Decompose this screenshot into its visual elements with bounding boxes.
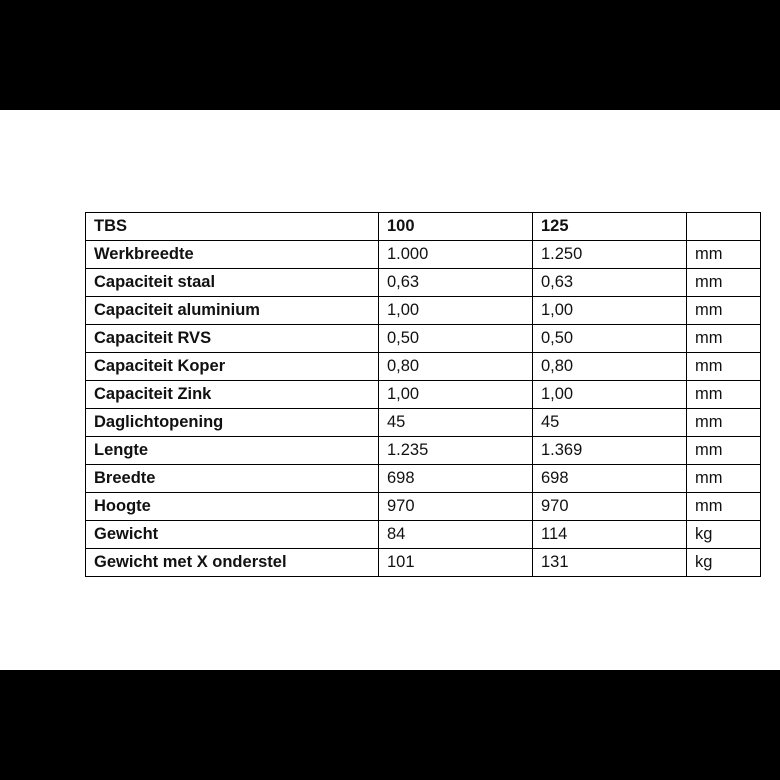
table-row: [86, 325, 761, 353]
row-label: Capaciteit Koper: [86, 353, 379, 381]
table-row: [86, 521, 761, 549]
row-unit: mm: [687, 437, 761, 465]
table-row: [86, 269, 761, 297]
row-value-125: 0,80: [533, 353, 687, 381]
row-value-125: 1,00: [533, 297, 687, 325]
header-cell-model: TBS: [86, 213, 379, 241]
row-value-100: 970: [379, 493, 533, 521]
row-label: Daglichtopening: [86, 409, 379, 437]
row-value-125: 114: [533, 521, 687, 549]
spec-table-body: [86, 213, 761, 577]
row-unit: mm: [687, 241, 761, 269]
table-row: [86, 381, 761, 409]
row-label: Lengte: [86, 437, 379, 465]
row-value-100: 45: [379, 409, 533, 437]
row-unit: mm: [687, 409, 761, 437]
specification-table: [85, 212, 761, 577]
row-value-100: 698: [379, 465, 533, 493]
row-unit: kg: [687, 549, 761, 577]
row-value-100: 0,80: [379, 353, 533, 381]
row-value-125: 0,63: [533, 269, 687, 297]
document-page: [0, 110, 780, 670]
row-value-125: 0,50: [533, 325, 687, 353]
row-label: Capaciteit RVS: [86, 325, 379, 353]
letterbox-top-bar: [0, 0, 780, 110]
table-header-row: [86, 213, 761, 241]
row-value-100: 1.000: [379, 241, 533, 269]
row-value-125: 698: [533, 465, 687, 493]
header-cell-100: 100: [379, 213, 533, 241]
row-label: Capaciteit aluminium: [86, 297, 379, 325]
row-value-100: 0,50: [379, 325, 533, 353]
row-value-100: 84: [379, 521, 533, 549]
row-value-100: 1,00: [379, 381, 533, 409]
row-value-125: 970: [533, 493, 687, 521]
header-cell-unit: [687, 213, 761, 241]
spec-table-container: [85, 212, 723, 577]
header-cell-125: 125: [533, 213, 687, 241]
row-label: Gewicht met X onderstel: [86, 549, 379, 577]
row-unit: mm: [687, 493, 761, 521]
row-value-100: 0,63: [379, 269, 533, 297]
table-row: [86, 297, 761, 325]
row-unit: mm: [687, 325, 761, 353]
row-unit: mm: [687, 353, 761, 381]
table-row: [86, 409, 761, 437]
row-label: Breedte: [86, 465, 379, 493]
row-value-125: 1,00: [533, 381, 687, 409]
row-unit: mm: [687, 269, 761, 297]
table-row: [86, 241, 761, 269]
table-row: [86, 353, 761, 381]
row-value-125: 1.250: [533, 241, 687, 269]
row-unit: mm: [687, 465, 761, 493]
row-label: Gewicht: [86, 521, 379, 549]
row-label: Hoogte: [86, 493, 379, 521]
row-value-100: 1,00: [379, 297, 533, 325]
row-unit: mm: [687, 297, 761, 325]
row-value-125: 45: [533, 409, 687, 437]
table-row: [86, 437, 761, 465]
table-row: [86, 465, 761, 493]
row-label: Werkbreedte: [86, 241, 379, 269]
row-value-125: 1.369: [533, 437, 687, 465]
table-row: [86, 493, 761, 521]
table-row: [86, 549, 761, 577]
row-value-125: 131: [533, 549, 687, 577]
row-unit: mm: [687, 381, 761, 409]
letterbox-bottom-bar: [0, 670, 780, 780]
row-value-100: 1.235: [379, 437, 533, 465]
row-label: Capaciteit staal: [86, 269, 379, 297]
row-value-100: 101: [379, 549, 533, 577]
row-unit: kg: [687, 521, 761, 549]
row-label: Capaciteit Zink: [86, 381, 379, 409]
